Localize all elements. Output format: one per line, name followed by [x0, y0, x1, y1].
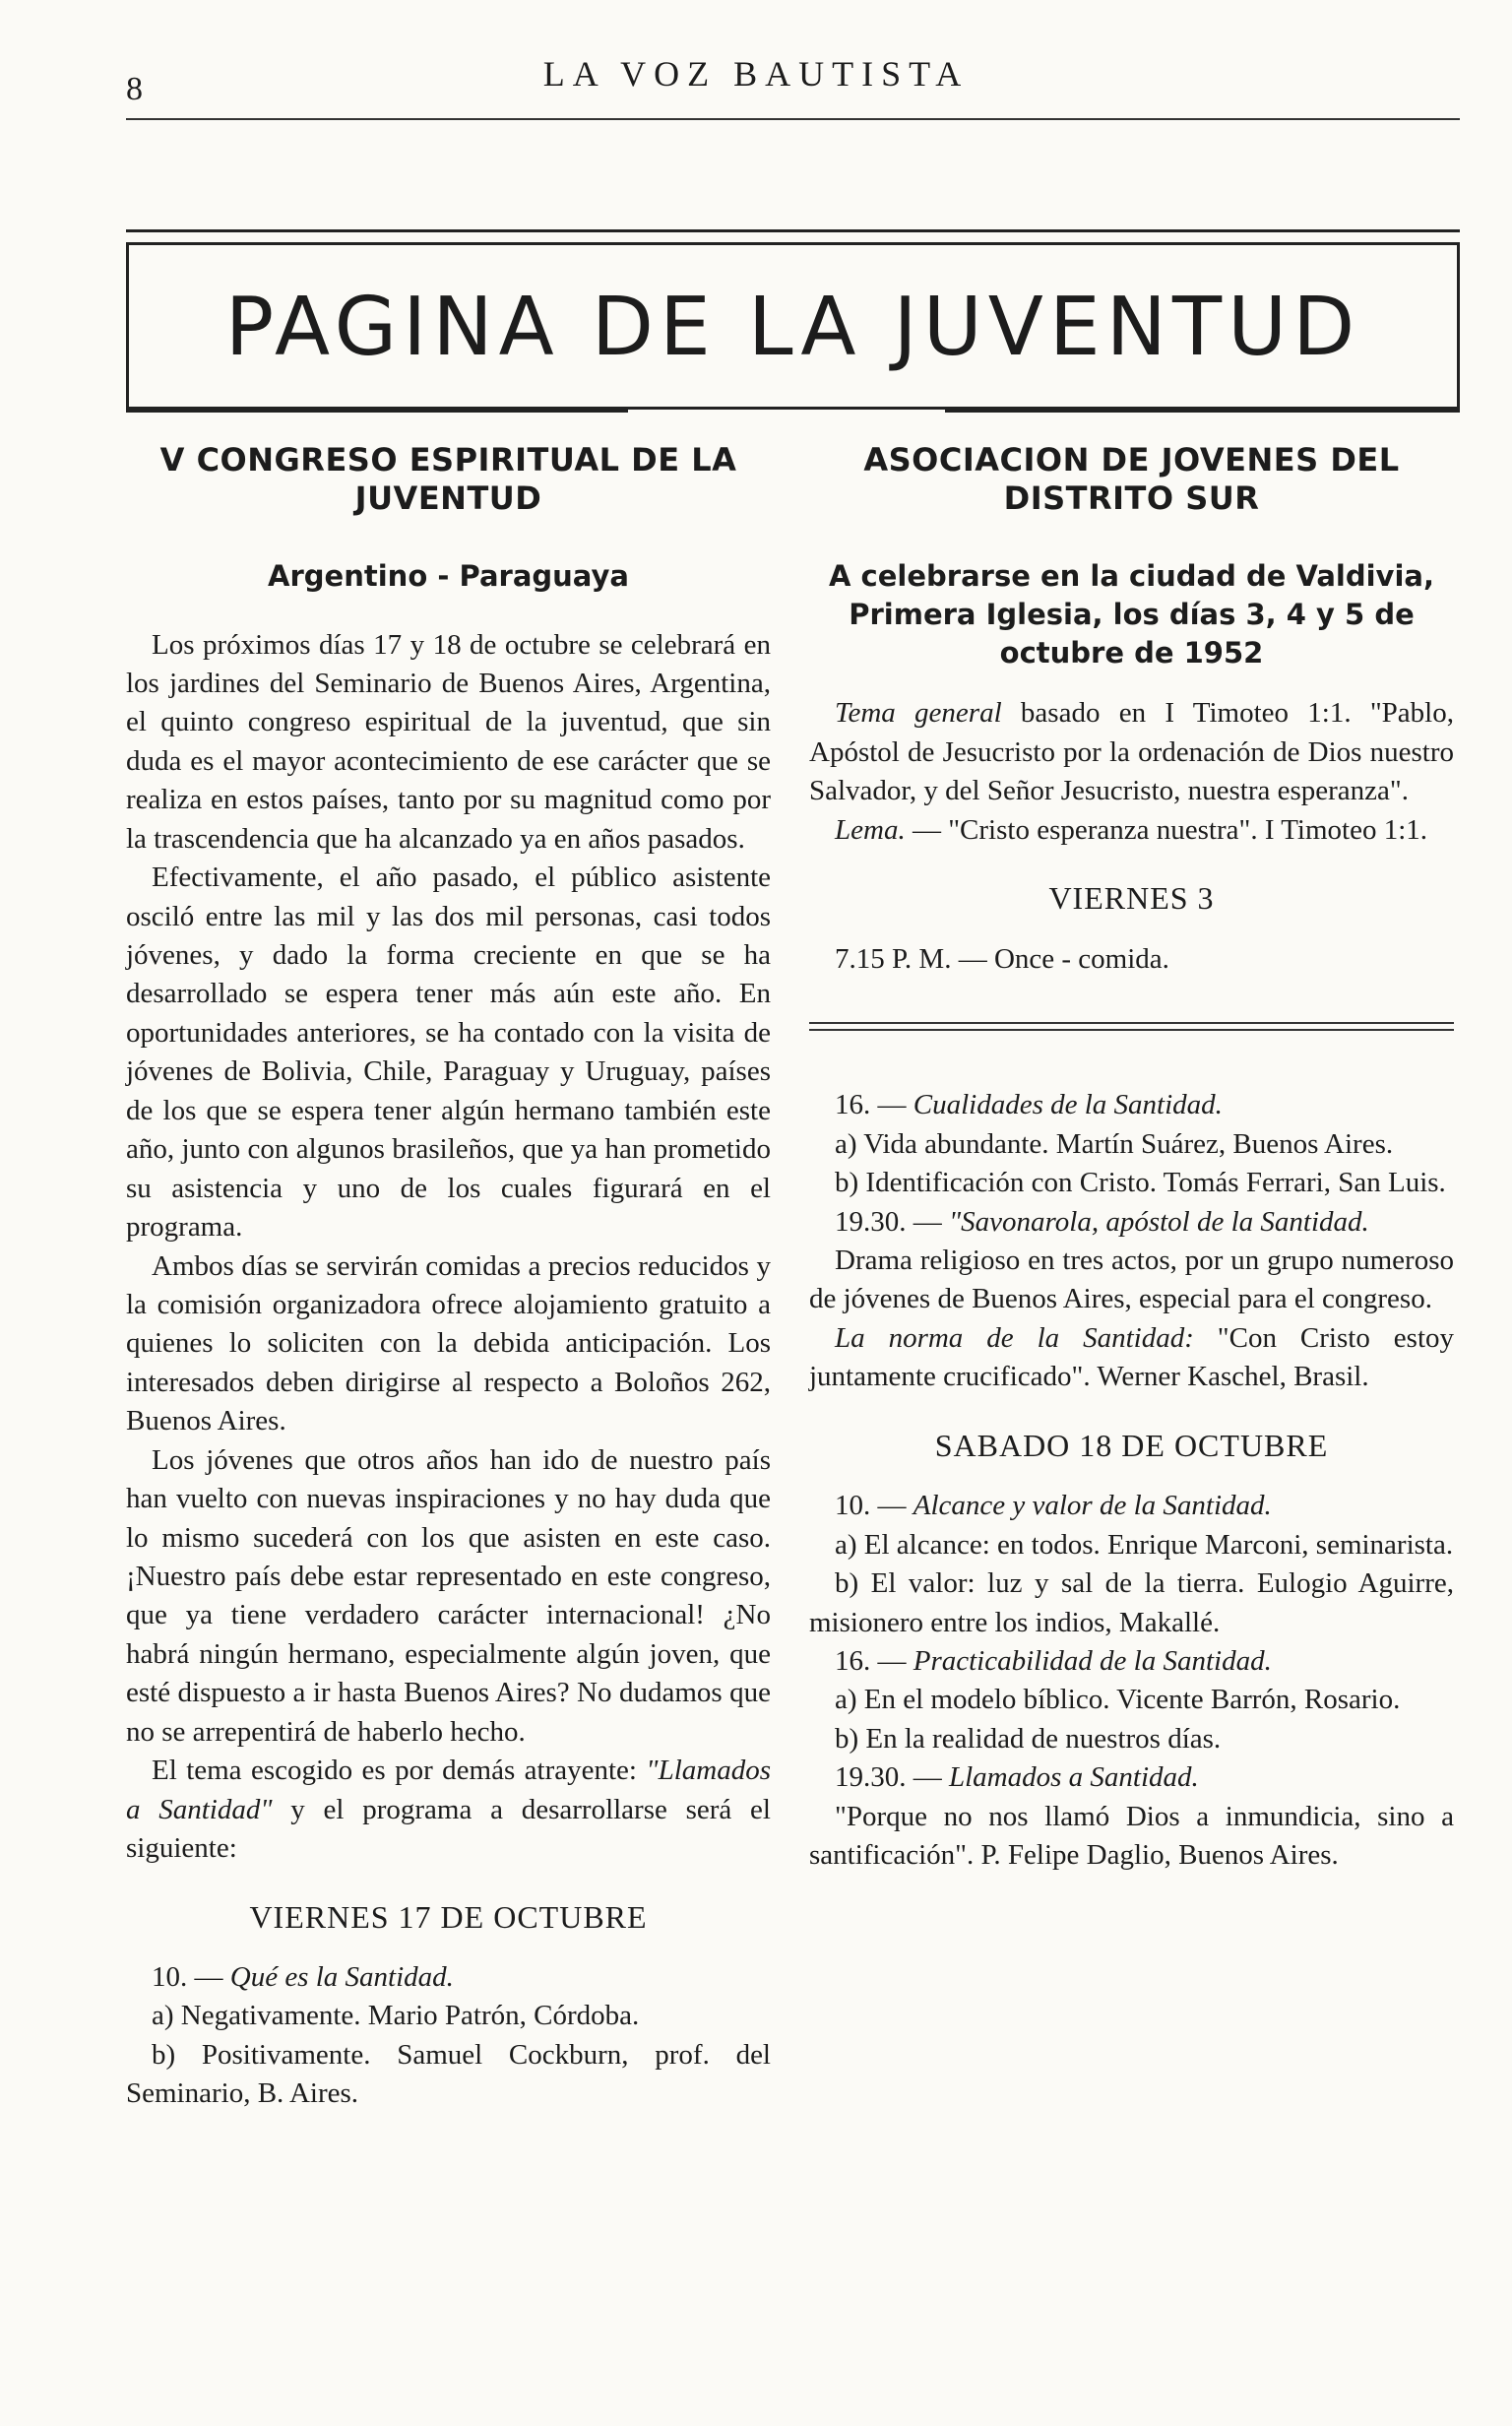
item-title: Cualidades de la Santidad. [913, 1089, 1223, 1121]
left-subheading: Argentino - Paraguaya [268, 559, 629, 594]
publication-title: LA VOZ BAUTISTA [542, 54, 970, 94]
program-item [809, 1487, 1454, 1525]
program-item: a) El alcance: en todos. Enrique Marconi, seminarista. [835, 1528, 1454, 1561]
page-number: 8 [126, 71, 143, 107]
right-column [809, 441, 1454, 1876]
program-item: a) En el modelo bíblico. Vicente Barrón, Rosario. [835, 1684, 1401, 1716]
right-subheading: A celebrarse en la ciudad de Valdivia, Primera Iglesia, los días 3, 4 y 5 de octubre de 1952 [829, 559, 1434, 670]
paragraph: Los próximos días 17 y 18 de octubre se celebrará en los jardines del Seminario de Buenos Aires, Argentina, el quinto congreso espiritual de la juventud, que sin duda es el mayor acontecimiento de ese carácter que se realiza en estos países, tanto por su magnitud como por la trascendencia que ha alcanzado ya en años pasados. [126, 628, 771, 855]
program-item: b) Positivamente. Samuel Cockburn, prof. del Seminario, B. Aires. [126, 2038, 771, 2110]
item-title: Alcance y valor de la Santidad. [913, 1490, 1272, 1522]
text: El tema escogido es por demás atrayente: [152, 1755, 647, 1787]
item-title: Qué es la Santidad. [229, 1961, 454, 1994]
paragraph [809, 811, 1454, 850]
left-column [126, 441, 771, 2114]
label: Lema. [835, 813, 906, 846]
program-item: Drama religioso en tres actos, por un grupo numeroso de jóvenes de Buenos Aires, especial para el congreso. [809, 1244, 1454, 1315]
paragraph: Ambos días se servirán comidas a precios reducidos y la comisión organizadora ofrece alojamiento gratuito a quienes lo soliciten con la debida anticipación. Los interesados deben dirigirse al respecto a Boloños 262, Buenos Aires. [126, 1249, 771, 1437]
program-item [809, 1203, 1454, 1242]
banner-box [126, 242, 1460, 410]
text: 10. — [152, 1961, 230, 1994]
program-item: a) Negativamente. Mario Patrón, Córdoba. [152, 2000, 640, 2032]
program-item: b) El valor: luz y sal de la tierra. Eulogio Aguirre, misionero entre los indios, Makallé. [809, 1567, 1454, 1638]
section-heading: SABADO 18 DE OCTUBRE [934, 1427, 1329, 1463]
program-item [809, 1642, 1454, 1681]
text: 19.30. — [835, 1205, 949, 1238]
paragraph [126, 1752, 771, 1868]
section-heading: VIERNES 17 DE OCTUBRE [249, 1898, 648, 1935]
program-item: b) En la realidad de nuestros días. [835, 1722, 1222, 1755]
label: La norma de la Santidad: [835, 1321, 1194, 1354]
item-title: "Savonarola, apóstol de la Santidad. [949, 1205, 1369, 1238]
program-item [809, 1086, 1454, 1124]
text: — "Cristo esperanza nuestra". I Timoteo 1:1. [905, 813, 1428, 846]
program-item [809, 1758, 1454, 1797]
text: 10. — [835, 1490, 914, 1522]
label: Tema general [835, 697, 1002, 730]
section-heading: VIERNES 3 [1048, 880, 1215, 917]
banner-underline-right [945, 410, 1460, 413]
text: 16. — [835, 1089, 914, 1121]
left-heading: V CONGRESO ESPIRITUAL DE LA JUVENTUD [159, 441, 737, 518]
header-rule [126, 118, 1460, 120]
item-title: Practicabilidad de la Santidad. [913, 1644, 1272, 1677]
banner-underline-left [126, 410, 628, 413]
text: 16. — [835, 1644, 914, 1677]
paragraph [809, 694, 1454, 810]
banner-title: PAGINA DE LA JUVENTUD [224, 281, 1361, 374]
right-heading: ASOCIACION DE JOVENES DEL DISTRITO SUR [863, 441, 1400, 518]
program-item [809, 1319, 1454, 1397]
program-item [126, 1958, 771, 1997]
text: basado en I Timoteo 1:1. "Pablo, Apóstol de Jesucristo por la ordenación de Dios nuestro Salvador, y del Señor Jesucristo, nuestra esperanza". [809, 697, 1454, 807]
banner-top-rule [126, 229, 1460, 232]
program-item: a) Vida abundante. Martín Suárez, Buenos Aires. [835, 1127, 1394, 1160]
item-title: Llamados a Santidad. [949, 1761, 1199, 1794]
theme-title: "Llamados a Santidad" [126, 1755, 771, 1825]
text: 19.30. — [835, 1761, 949, 1794]
paragraph: Efectivamente, el año pasado, el público asistente osciló entre las mil y las dos mil personas, casi todos jóvenes, y dado la forma creciente en que se ha desarrollado se espera tener más aún este año. En oportunidades anteriores, se ha contado con la visita de jóvenes de Bolivia, Chile, Paraguay y Uruguay, países de los que se espera tener algún hermano también este año, junto con algunos brasileños, que ya han prometido su asistencia y uno de los cuales figurará en el programa. [126, 862, 771, 1244]
program-item: 7.15 P. M. — Once - comida. [835, 942, 1169, 975]
paragraph: Los jóvenes que otros años han ido de nuestro país han vuelto con nuevas inspiraciones y no hay duda que lo mismo sucederá con los que asisten en este caso. ¡Nuestro país debe estar representado en este congreso, que ya tiene verdadero carácter internacional! ¿No habrá ningún hermano, especialmente algún joven, que esté dispuesto a ir hasta Buenos Aires? No dudamos que no se arrepentirá de haberlo hecho. [126, 1443, 771, 1748]
program-item: b) Identificación con Cristo. Tomás Ferrari, San Luis. [835, 1167, 1446, 1199]
text: y el programa a desarrollarse será el siguiente: [126, 1793, 771, 1865]
text: "Con Cristo estoy juntamente crucificado". Werner Kaschel, Brasil. [809, 1321, 1455, 1393]
column-divider [809, 1022, 1454, 1031]
program-item: "Porque no nos llamó Dios a inmundicia, sino a santificación". P. Felipe Daglio, Buenos Aires. [809, 1800, 1454, 1872]
